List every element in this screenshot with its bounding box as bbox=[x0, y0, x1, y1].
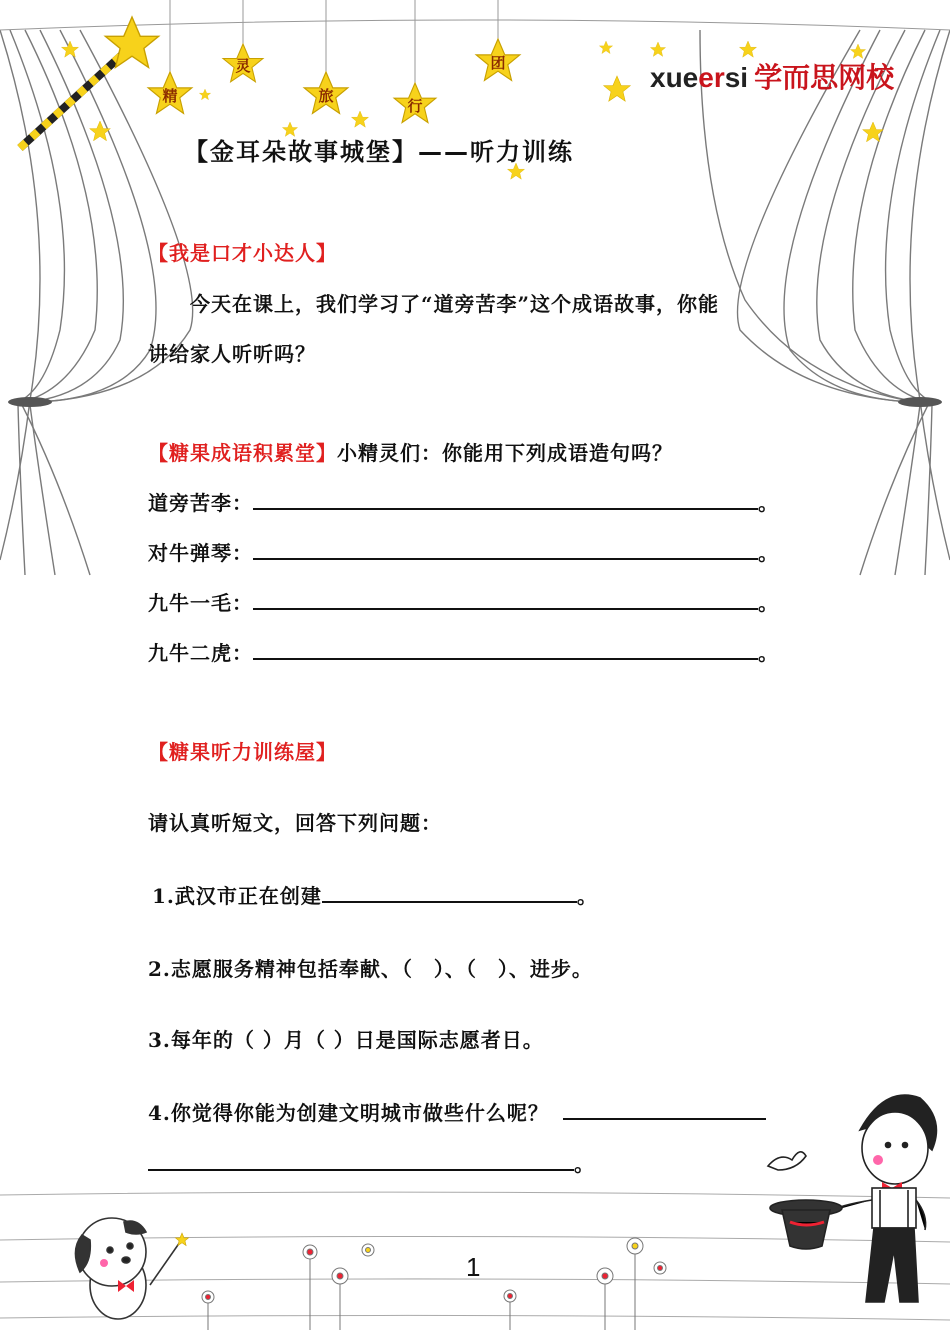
logo-en-prefix: xue bbox=[650, 62, 699, 93]
puppy-icon bbox=[75, 1218, 188, 1319]
question-3: 3.每年的（ ）月（ ）日是国际志愿者日。 bbox=[148, 1028, 544, 1052]
section1-paragraph-line1: 今天在课上，我们学习了“道旁苦李”这个成语故事，你能 bbox=[190, 292, 720, 316]
section2-header-line bbox=[148, 437, 673, 466]
question-4 bbox=[148, 1097, 766, 1126]
brand-logo bbox=[650, 56, 894, 96]
logo-en-suffix: si bbox=[724, 62, 749, 93]
idiom-label: 道旁苦李： bbox=[148, 491, 253, 515]
idiom-label: 九牛二虎： bbox=[148, 641, 253, 665]
question-1-text: 1.武汉市正在创建 bbox=[152, 884, 322, 908]
magic-wand-icon bbox=[20, 17, 159, 148]
logo-en bbox=[650, 62, 748, 93]
answer-blank[interactable] bbox=[253, 488, 758, 510]
question-4-continuation bbox=[148, 1148, 595, 1177]
period: 。 bbox=[758, 641, 779, 665]
logo-cn: 学而思网校 bbox=[754, 62, 895, 93]
logo-en-highlight: er bbox=[698, 62, 725, 93]
page-title: 【金耳朵故事城堡】——听力训练 bbox=[184, 138, 574, 166]
idiom-row-2 bbox=[148, 537, 779, 566]
left-curtain-tie bbox=[8, 397, 52, 407]
answer-blank[interactable] bbox=[148, 1149, 574, 1171]
period: 。 bbox=[758, 491, 779, 515]
banner-char-2: 灵 bbox=[235, 57, 251, 75]
idiom-row-3 bbox=[148, 587, 779, 616]
banner-char-5: 团 bbox=[490, 54, 506, 72]
banner-char-1: 精 bbox=[162, 87, 178, 105]
banner-char-3: 旅 bbox=[318, 87, 334, 105]
answer-blank[interactable] bbox=[563, 1098, 766, 1120]
section3-instruction: 请认真听短文，回答下列问题： bbox=[148, 811, 442, 835]
answer-blank[interactable] bbox=[253, 638, 758, 660]
period: 。 bbox=[574, 1152, 595, 1176]
answer-blank[interactable] bbox=[253, 588, 758, 610]
idiom-label: 对牛弹琴： bbox=[148, 541, 253, 565]
question-1 bbox=[152, 880, 598, 909]
answer-blank[interactable] bbox=[322, 881, 577, 903]
section1-heading: 【我是口才小达人】 bbox=[148, 241, 337, 265]
period: 。 bbox=[758, 541, 779, 565]
idiom-row-4 bbox=[148, 637, 779, 666]
idiom-row-1 bbox=[148, 487, 779, 516]
answer-blank[interactable] bbox=[253, 538, 758, 560]
question-2: 2.志愿服务精神包括奉献、（ ）、（ ）、进步。 bbox=[148, 957, 593, 981]
section2-prompt: 小精灵们：你能用下列成语造句吗？ bbox=[337, 441, 673, 465]
question-4-text: 4.你觉得你能为创建文明城市做些什么呢？ bbox=[148, 1101, 549, 1125]
right-curtain-tie bbox=[898, 397, 942, 407]
period: 。 bbox=[758, 591, 779, 615]
idiom-label: 九牛一毛： bbox=[148, 591, 253, 615]
section2-heading: 【糖果成语积累堂】 bbox=[148, 441, 337, 465]
banner-char-4: 行 bbox=[407, 97, 423, 115]
section3-heading: 【糖果听力训练屋】 bbox=[148, 740, 337, 764]
section1-paragraph-line2: 讲给家人听听吗？ bbox=[148, 342, 316, 366]
boy-magician-icon bbox=[768, 1095, 936, 1302]
period: 。 bbox=[576, 884, 598, 908]
page-number: 1 bbox=[466, 1252, 481, 1282]
banner-stars bbox=[148, 0, 520, 123]
